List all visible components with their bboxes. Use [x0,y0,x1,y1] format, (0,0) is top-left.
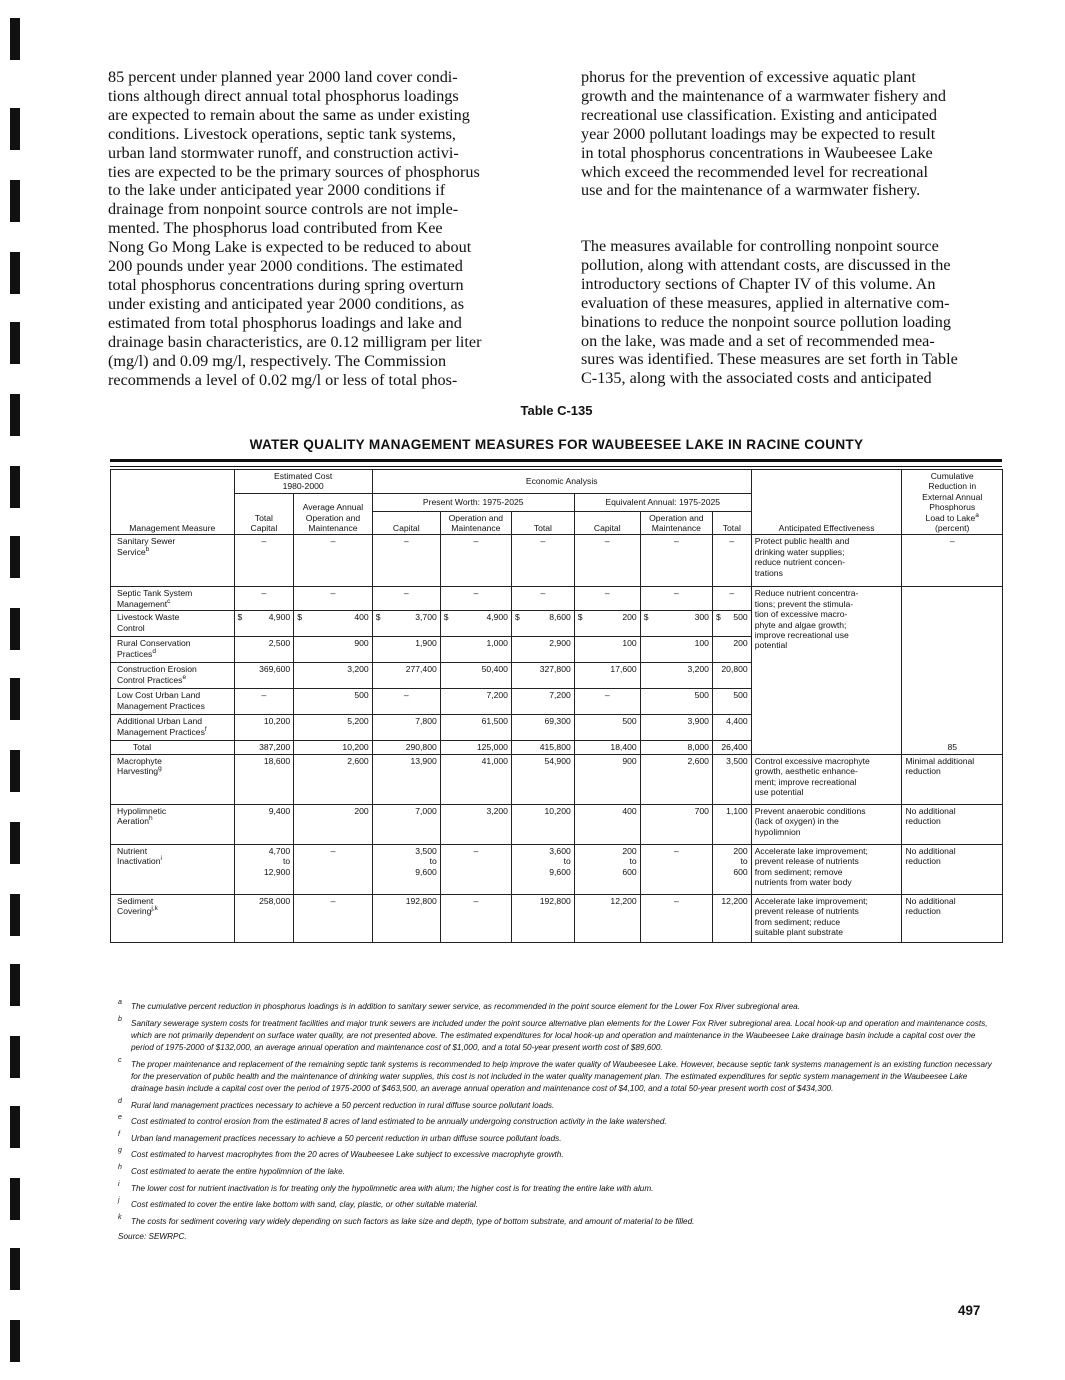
cell-eat: 500 [712,689,751,715]
dollar-sign: $ [514,612,520,623]
binder-hole [10,466,20,508]
cell-aom: 3,200 [294,663,373,689]
cell-pwc: 3,500 to 9,600 [372,844,440,894]
header-economic-analysis: Economic Analysis [372,470,751,494]
footnote-mark: b [118,1015,122,1023]
cell-pwc [372,611,440,637]
cell-value: 4,900 [268,612,291,623]
cell-pwc: – [372,689,440,715]
cell-aom: – [294,844,373,894]
cell-pwom: 3,200 [440,804,511,844]
cell-tc: 369,600 [234,663,294,689]
cell-management-measure: Construction Erosion Control Practices$^e$ [111,663,235,689]
binder-hole [10,252,20,294]
footnote-text: The proper maintenance and replacement of the remaining septic tank systems is recommended to help improve the water quality of Waubeesee Lake. However, because septic tank systems management is an existing function necessary for the preservation of public health and the maintenance of drinking water supplies, this cost is not included in the water quality management plan. The estimated expenditures for septic system management in the Waubeesee Lake drainage basin include a capital cost over the period of 1975-2000 of $463,500, an average annual operation and maintenance cost of $4,100, and a total 50-year present worth cost of $434,300. [131,1059,992,1093]
footnote-marker: g [158,765,162,773]
dollar-sign: $ [443,612,449,623]
dollar-sign: $ [643,612,649,623]
header-ea-capital: Capital [574,511,640,535]
cell-aom: 900 [294,637,373,663]
footnote-mark: e [118,1114,122,1122]
cell-pwom: 41,000 [440,754,511,804]
cell-tc: 387,200 [234,741,294,754]
binder-hole [10,1178,20,1220]
cell-pwt: 415,800 [511,741,574,754]
cell-tc: – [234,689,294,715]
header-ea-total: Total [712,511,751,535]
cell-pwom: 7,200 [440,689,511,715]
footnote [118,1213,1000,1228]
cell-tc [234,611,294,637]
cell-eat: 200 to 600 [712,844,751,894]
cell-pwom: 1,000 [440,637,511,663]
table-title: WATER QUALITY MANAGEMENT MEASURES FOR WAUBEESEE LAKE IN RACINE COUNTY [249,437,864,452]
dollar-sign: $ [237,612,243,623]
footnote-text: Sanitary sewerage system costs for treatment facilities and major trunk sewers are included under the point source alternative plan elements for the Lower Fox River subregional area. Local hook-up and operation and maintenance costs, which are not primarily dependent on surface water quality, are not presented above. The estimated expenditures for local hook-up and operation and maintenance in the Waubeesee Lake drainage basin include a capital cost over the period of 1975-2000 of $132,000, an average annual operation and maintenance cost of $1,000, and a total 50-year present worth cost of $89,600. [131,1018,988,1052]
cell-aom: 200 [294,804,373,844]
header-pw-om: Operation and Maintenance [440,511,511,535]
cell-pwc: 7,000 [372,804,440,844]
binder-hole [10,964,20,1006]
dollar-sign: $ [375,612,381,623]
cell-pwt [511,611,574,637]
binder-hole [10,1320,20,1362]
cell-value: 300 [694,612,709,623]
table-row [111,844,1003,894]
cell-eac: 500 [574,715,640,741]
binder-hole [10,536,20,578]
footnote-marker: h [149,815,153,823]
cell-anticipated-effectiveness: Protect public health and drinking water supplies; reduce nutrient concen- trations [751,535,902,587]
cell-eac: – [574,535,640,587]
footnote-marker: e [182,673,187,681]
cell-pwom: – [440,535,511,587]
cell-pwc: 1,900 [372,637,440,663]
footnote [118,1180,1000,1195]
footnote-mark: d [118,1097,122,1105]
cell-eaom: 8,000 [640,741,712,754]
body-text-right-paragraph-1: phorus for the prevention of excessive aquatic plant growth and the maintenance of a warmwater fishery and recreational use classification. Existing and anticipated year 2000 pollutant loadings may be expected to result in total phosphorus concentrations in Waubeesee Lake which exceed the recommended level for recreational use and for the maintenance of a warmwater fishery. [581,68,946,200]
footnote [118,1149,1000,1161]
cell-eaom: 500 [640,689,712,715]
cell-eaom: 3,900 [640,715,712,741]
footnote-mark: g [118,1147,122,1155]
cell-pwc: 277,400 [372,663,440,689]
cell-eaom: 3,200 [640,663,712,689]
cell-eat: – [712,535,751,587]
cell-value: 3,700 [415,612,437,623]
header-pw-total: Total [511,511,574,535]
cell-eaom: 700 [640,804,712,844]
cell-pwom [440,611,511,637]
footnote-marker: d [152,647,156,655]
binder-hole [10,108,20,150]
body-text-left-column: 85 percent under planned year 2000 land cover condi- tions although direct annual total phosphorus loadings are expected to remain about the same as under existing conditions. Livestock operations, septic tank systems, urban land stormwater runoff, and construction activi- ties are expected to be the primary sources of phosphorus to the lake under anticipated year 2000 conditions if drainage from nonpoint source controls are not imple- mented. The phosphorus load contributed from Kee Nong Go Mong Lake is expected to be reduced to about 200 pounds under year 2000 conditions. The estimated total phosphorus concentrations during spring overturn under existing and anticipated year 2000 conditions, as estimated from total phosphorus loadings and lake and drainage basin characteristics, are 0.12 milligram per liter (mg/l) and 0.09 mg/l, respectively. The Commission recommends a level of 0.02 mg/l or less of total phos- [108,68,482,389]
binder-hole [10,822,20,864]
cell-eat [712,611,751,637]
cell-pwt: 7,200 [511,689,574,715]
cell-tc: 18,600 [234,754,294,804]
header-ea-om: Operation and Maintenance [640,511,712,535]
header-estimated-cost: Estimated Cost 1980-2000 [234,470,372,494]
footnote-mark: h [118,1163,122,1171]
dollar-sign: $ [577,612,583,623]
cell-eac: 400 [574,804,640,844]
cell-aom: 5,200 [294,715,373,741]
cell-pwt: – [511,587,574,611]
table-footnotes [118,1001,1000,1244]
header-present-worth: Present Worth: 1975-2025 [372,493,574,511]
cell-pwom: 61,500 [440,715,511,741]
cell-tc: 10,200 [234,715,294,741]
body-text-right-paragraph-2: The measures available for controlling nonpoint source pollution, along with attendant costs, are discussed in the introductory sections of Chapter IV of this volume. An evaluation of these measures, applied in alternative com- binations to reduce the nonpoint source pollution loading on the lake, was made and a set of recommended mea- sures was identified. These measures are set forth in Table C-135, along with the associated costs and anticipated [581,237,958,388]
cell-management-measure: Sanitary Sewer Service$^b$ [111,535,235,587]
footnote [118,1116,1000,1128]
cell-eat: 20,800 [712,663,751,689]
cell-aom: 2,600 [294,754,373,804]
binder-hole [10,18,20,60]
cell-pwom: – [440,587,511,611]
cell-pwt: 3,600 to 9,600 [511,844,574,894]
footnote [118,1015,1000,1055]
cell-management-measure: Nutrient Inactivation$^i$ [111,844,235,894]
footnote-mark: k [118,1213,122,1221]
cell-anticipated-effectiveness: Control excessive macrophyte growth, aesthetic enhance- ment; improve recreational use potential [751,754,902,804]
header-equivalent-annual: Equivalent Annual: 1975-2025 [574,493,751,511]
cell-pwom: – [440,844,511,894]
cell-eat: 4,400 [712,715,751,741]
cell-management-measure: Additional Urban Land Management Practices$^f$ [111,715,235,741]
cell-cumulative-reduction: No additional reduction [902,844,1003,894]
binder-hole [10,894,20,936]
cell-management-measure: Low Cost Urban Land Management Practices [111,689,235,715]
cell-cumulative-reduction: Minimal additional reduction [902,754,1003,804]
cell-cumulative-reduction: No additional reduction [902,894,1003,942]
cell-eac: 900 [574,754,640,804]
binder-hole [10,1036,20,1078]
cell-eaom: 100 [640,637,712,663]
footnote [118,1163,1000,1178]
cell-management-measure: Macrophyte Harvesting$^g$ [111,754,235,804]
cell-pwt: 192,800 [511,894,574,942]
footnote-mark: a [118,999,122,1006]
footnote [118,1097,1000,1112]
cell-aom [294,611,373,637]
header-average-annual-om: Average Annual Operation and Maintenance [294,493,373,535]
footnote-marker: b [145,545,150,553]
footnote [118,1001,1000,1013]
cell-pwc: 13,900 [372,754,440,804]
cell-aom: 10,200 [294,741,373,754]
footnote-text: Cost estimated to cover the entire lake bottom with sand, clay, plastic, or other suitable material. [131,1200,479,1210]
cell-eat: 3,500 [712,754,751,804]
cell-eat: – [712,587,751,611]
cell-aom: – [294,535,373,587]
cell-cumulative-reduction: – [902,535,1003,587]
water-quality-measures-table [110,469,1003,943]
source-note: Source: SEWRPC. [118,1232,187,1242]
cell-value: 400 [354,612,369,623]
cell-tc: – [234,535,294,587]
table-row [111,804,1003,844]
footnote [118,1056,1000,1096]
binder-hole [10,608,20,650]
cell-eat: 12,200 [712,894,751,942]
table-row [111,587,1003,611]
cell-value: 500 [733,612,748,623]
cell-management-measure: Livestock Waste Control [111,611,235,637]
cell-tc: 258,000 [234,894,294,942]
cell-eaom: – [640,894,712,942]
cell-pwc: 7,800 [372,715,440,741]
cell-eac: 200 to 600 [574,844,640,894]
footnote-mark: c [118,1056,122,1064]
cell-eaom: – [640,587,712,611]
cell-pwom: 125,000 [440,741,511,754]
table-number: Table C-135 [520,403,593,418]
binder-hole [10,1248,20,1290]
cell-anticipated-effectiveness: Accelerate lake improvement; prevent release of nutrients from sediment; reduce suitable plant substrate [751,894,902,942]
cell-management-measure: Sediment Covering$^{j,k}$ [111,894,235,942]
cell-value: 4,900 [486,612,508,623]
table-top-rule-thin [110,466,1002,467]
dollar-sign: $ [715,612,721,623]
cell-tc: 9,400 [234,804,294,844]
page-number: 497 [958,1303,981,1318]
binder-hole [10,322,20,364]
cell-anticipated-effectiveness: Prevent anaerobic conditions (lack of oxygen) in the hypolimnion [751,804,902,844]
footnote-marker: i [160,855,162,863]
cell-management-measure: Hypolimnetic Aeration$^h$ [111,804,235,844]
table-row [111,754,1003,804]
cell-eat: 1,100 [712,804,751,844]
cell-management-measure: Total [111,741,235,754]
cell-pwc: – [372,587,440,611]
cell-aom: 500 [294,689,373,715]
cell-eat: 26,400 [712,741,751,754]
table-top-rule [110,459,1002,462]
cell-eac: 12,200 [574,894,640,942]
cell-eat: 200 [712,637,751,663]
footnote-mark: j [118,1197,120,1205]
cell-pwc: 192,800 [372,894,440,942]
cell-eac: 100 [574,637,640,663]
footnote-text: The cumulative percent reduction in phosphorus loadings is in addition to sanitary sewer service, as recommended in the point source element for the Lower Fox River subregional area. [131,1002,801,1011]
cell-pwt: 54,900 [511,754,574,804]
footnote-text: The lower cost for nutrient inactivation is for treating only the hypolimnetic area with alum; the higher cost is for treating the entire lake with alum. [131,1183,654,1193]
cell-eac: 17,600 [574,663,640,689]
footnote-text: Cost estimated to aerate the entire hypolimnion of the lake. [131,1166,345,1176]
cell-pwt: – [511,535,574,587]
cell-eac: – [574,689,640,715]
cell-tc: – [234,587,294,611]
cell-eaom [640,611,712,637]
header-total-capital: Total Capital [234,493,294,535]
cell-tc: 4,700 to 12,900 [234,844,294,894]
cell-eac: 18,400 [574,741,640,754]
footnote-marker: c [167,597,171,605]
cell-anticipated-effectiveness: Reduce nutrient concentra- tions; prevent the stimula- tion of excessive macro- phyte and algae growth; improve recreational use potential [751,587,902,754]
cell-eaom: – [640,844,712,894]
footnote-text: Cost estimated to harvest macrophytes from the 20 acres of Waubeesee Lake subject to excessive macrophyte growth. [131,1150,564,1160]
header-management-measure: Management Measure [111,470,235,535]
cell-management-measure: Rural Conservation Practices$^d$ [111,637,235,663]
cell-cumulative-reduction: 85 [902,587,1003,754]
cell-value: 8,600 [549,612,571,623]
cell-anticipated-effectiveness: Accelerate lake improvement; prevent release of nutrients from sediment; remove nutrients from water body [751,844,902,894]
cell-pwt: 2,900 [511,637,574,663]
cell-eaom: – [640,535,712,587]
binder-hole [10,180,20,222]
cell-eac [574,611,640,637]
table-row [111,535,1003,587]
cell-pwt: 69,300 [511,715,574,741]
dollar-sign: $ [297,612,302,623]
footnote [118,1130,1000,1145]
footnote-text: Urban land management practices necessary to achieve a 50 percent reduction in urban diffuse source pollutant loads. [131,1133,562,1143]
header-anticipated-effectiveness: Anticipated Effectiveness [751,470,902,535]
footnote-text: Rural land management practices necessary to achieve a 50 percent reduction in rural diffuse source pollutant loads. [131,1100,555,1110]
cell-pwt: 10,200 [511,804,574,844]
footnote [118,1199,1000,1211]
cell-value: 200 [622,612,637,623]
cell-tc: 2,500 [234,637,294,663]
header-pw-capital: Capital [372,511,440,535]
binder-hole [10,678,20,720]
table-row [111,894,1003,942]
cell-pwc: 290,800 [372,741,440,754]
footnote-marker: j,k [151,905,158,913]
footnote-text: The costs for sediment covering vary widely depending on such factors as lake size and depth, type of bottom substrate, and amount of material to be filled. [131,1216,695,1226]
binder-hole [10,750,20,792]
cell-aom: – [294,894,373,942]
header-cumulative-reduction: Cumulative Reduction in External Annual Phosphorus Load to Lake$^a$ (percent) [902,470,1003,535]
cell-aom: – [294,587,373,611]
cell-eac: – [574,587,640,611]
footnote-mark: f [118,1130,120,1138]
footnote-text: Cost estimated to control erosion from the estimated 8 acres of land estimated to be annually undergoing construction activity in the lake watershed. [131,1117,667,1127]
footnote-marker: f [204,725,207,733]
cell-pwom: – [440,894,511,942]
binder-hole [10,1106,20,1148]
cell-eaom: 2,600 [640,754,712,804]
cell-pwom: 50,400 [440,663,511,689]
cell-pwt: 327,800 [511,663,574,689]
cell-pwc: – [372,535,440,587]
cell-management-measure: Septic Tank System Management$^c$ [111,587,235,611]
cell-cumulative-reduction: No additional reduction [902,804,1003,844]
footnote-mark: i [118,1180,120,1188]
